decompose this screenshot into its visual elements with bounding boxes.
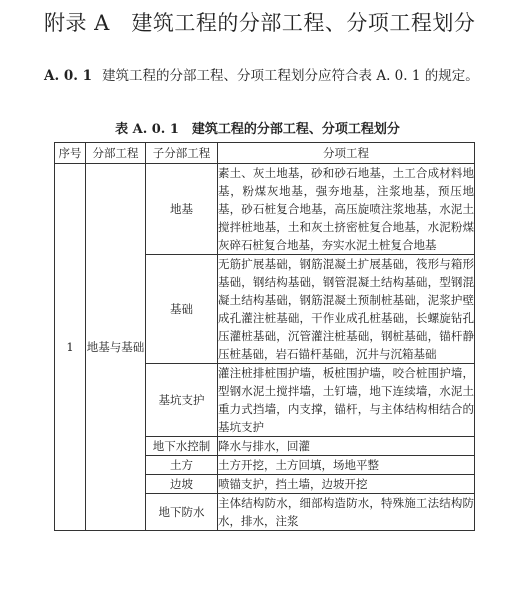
subdivision-cell: 地下水控制 [146,437,218,456]
items-cell: 灌注桩排桩围护墙，板桩围护墙，咬合桩围护墙，型钢水泥土搅拌墙，土钉墙，地下连续墙，水泥土重力式挡墙，内支撑，锚杆，与主体结构相结合的基坑支护 [218,364,475,437]
items-cell: 素土、灰土地基，砂和砂石地基，土工合成材料地基，粉煤灰地基，强夯地基，注浆地基，预压地基，砂石桩复合地基，高压旋喷注浆地基，水泥土搅拌桩地基，土和灰土挤密桩复合地基，水泥粉煤灰碎石桩复合地基，夯实水泥土桩复合地基 [218,164,475,255]
header-seq: 序号 [55,143,86,164]
items-cell: 喷锚支护，挡土墙，边坡开挖 [218,475,475,494]
clause-text: 建筑工程的分部工程、分项工程划分应符合表 A. 0. 1 的规定。 [102,68,479,84]
subdivision-cell: 基础 [146,255,218,364]
table-row [55,164,475,255]
division-cell: 地基与基础 [86,164,146,531]
items-cell: 降水与排水，回灌 [218,437,475,456]
subdivision-cell: 土方 [146,456,218,475]
seq-cell: 1 [55,164,86,531]
subdivision-cell: 地基 [146,164,218,255]
subdivision-cell: 地下防水 [146,494,218,531]
items-cell: 无筋扩展基础，钢筋混凝土扩展基础，筏形与箱形基础，钢结构基础，钢管混凝土结构基础，型钢混凝土结构基础，钢筋混凝土预制桩基础，泥浆护壁成孔灌注桩基础，干作业成孔桩基础，长螺旋钻孔压灌桩基础，沉管灌注桩基础，钢桩基础，锚杆静压桩基础，岩石锚杆基础，沉井与沉箱基础 [218,255,475,364]
subdivision-cell: 基坑支护 [146,364,218,437]
items-cell: 土方开挖，土方回填，场地平整 [218,456,475,475]
table-header-row [55,143,475,164]
header-items: 分项工程 [218,143,475,164]
header-division: 分部工程 [86,143,146,164]
subdivision-cell: 边坡 [146,475,218,494]
table-caption: 表 A. 0. 1 建筑工程的分部工程、分项工程划分 [115,122,400,137]
clause-paragraph [44,66,484,87]
appendix-title: 附录 A 建筑工程的分部工程、分项工程划分 [44,11,476,35]
header-subdivision: 子分部工程 [146,143,218,164]
division-table [54,142,475,531]
clause-number: A. 0. 1 [44,68,93,84]
items-cell: 主体结构防水，细部构造防水，特殊施工法结构防水，排水，注浆 [218,494,475,531]
